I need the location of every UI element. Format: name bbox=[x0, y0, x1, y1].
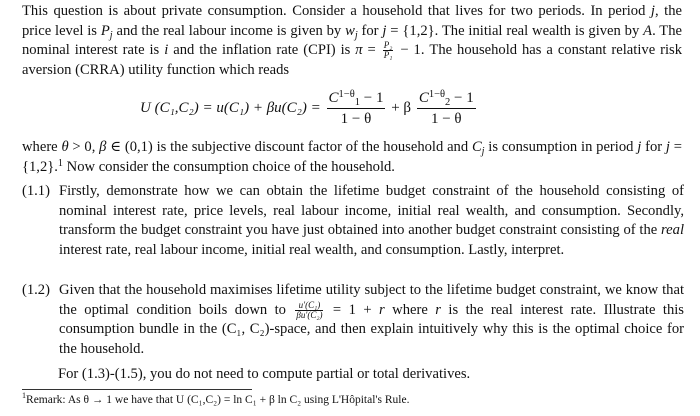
equation-lhs: U (C₁,C₂) = u(C₁) + βu(C₂) = bbox=[140, 99, 321, 116]
subscript: 2 bbox=[445, 97, 451, 108]
var-j: j bbox=[650, 3, 655, 19]
inflation-fraction bbox=[383, 41, 394, 60]
equation-fraction-1 bbox=[327, 88, 386, 129]
fraction-numerator: P₂ bbox=[383, 40, 393, 51]
item-text: where bbox=[384, 301, 436, 318]
exponent: 1−θ bbox=[338, 89, 355, 100]
sub-j: j bbox=[354, 29, 358, 41]
intro-text: for bbox=[357, 22, 383, 39]
paragraph-text: is consumption in period bbox=[484, 139, 638, 155]
item-number: (1.1) bbox=[22, 183, 50, 199]
item-text: interest rate, real labour income, initial real wealth, and consumption. Lastly, interpret. bbox=[59, 241, 565, 258]
var-r: r bbox=[435, 301, 441, 318]
sub-j: j bbox=[109, 29, 113, 41]
var-C: C bbox=[328, 90, 339, 106]
var-j: j bbox=[382, 22, 387, 39]
emphasis-real: real bbox=[661, 222, 684, 238]
footnote-text: Remark: As θ → 1 we have that U (C₁,C₂) = ln C₁ + β ln C₂ using L'Hôpital's Rule. bbox=[26, 394, 410, 406]
var-theta: θ bbox=[61, 139, 69, 155]
var-C: C bbox=[471, 139, 482, 155]
intro-text: , the price level is bbox=[22, 3, 682, 39]
fraction-numerator: u′(C₁) bbox=[295, 301, 323, 311]
intro-text: − 1. The household has a constant relative risk aversion (CRRA) utility function which reads bbox=[22, 42, 683, 78]
optimal-condition-fraction bbox=[295, 301, 323, 320]
var-A: A bbox=[643, 22, 653, 39]
var-j: j bbox=[637, 139, 642, 155]
intro-text: = {1,2}. The initial real wealth is given by bbox=[386, 22, 644, 39]
numerator-tail: − 1 bbox=[450, 90, 474, 106]
footnote-divider bbox=[22, 389, 252, 390]
note-1-3-to-1-5: For (1.3)-(1.5), you do not need to compute partial or total derivatives. bbox=[58, 366, 471, 382]
footnote bbox=[22, 393, 682, 407]
var-j: j bbox=[665, 139, 670, 155]
exponent: 1−θ bbox=[428, 89, 446, 100]
after-equation-paragraph bbox=[22, 138, 682, 177]
var-P: P bbox=[100, 22, 110, 39]
paragraph-text: > 0, bbox=[68, 139, 100, 155]
sub-j: j bbox=[481, 146, 485, 157]
fraction-denominator: 1 − θ bbox=[430, 111, 462, 127]
var-w: w bbox=[345, 22, 355, 39]
item-text: Firstly, demonstrate how we can obtain the lifetime budget constraint of the household consisting of nominal interest rate, price levels, real labour income, initial real wealth, and consumption. Secondly, transform the budget constraint you have just obtained into another budget constraint consisting of the bbox=[59, 183, 684, 238]
item-number: (1.2) bbox=[22, 282, 50, 298]
question-item-1-2 bbox=[22, 281, 684, 359]
plus-beta: + β bbox=[391, 99, 412, 116]
intro-text: and the real labour income is given by bbox=[112, 22, 346, 39]
footnote-marker: 1 bbox=[57, 157, 64, 169]
fraction-denominator: P₁ bbox=[383, 50, 393, 61]
fraction-denominator: 1 − θ bbox=[340, 111, 372, 127]
intro-text: . The nominal interest rate is bbox=[22, 22, 682, 58]
var-beta: β bbox=[99, 139, 107, 155]
fraction-numerator bbox=[417, 88, 476, 109]
fraction-denominator: βu′(C₂) bbox=[296, 309, 323, 320]
intro-text: = bbox=[362, 42, 381, 58]
question-item-1-1 bbox=[22, 182, 684, 260]
paragraph-text: = {1,2}. bbox=[22, 139, 682, 175]
item-text: = 1 + bbox=[325, 301, 380, 318]
paragraph-text: where bbox=[22, 139, 62, 155]
item-body bbox=[59, 281, 684, 359]
paragraph-text: for bbox=[641, 139, 666, 155]
intro-text: and the inflation rate (CPI) is bbox=[168, 42, 356, 58]
paragraph-text: ∈ (0,1) is the subjective discount factor of the household and bbox=[106, 139, 472, 155]
intro-paragraph bbox=[22, 2, 682, 80]
item-text: Given that the household maximises lifetime utility subject to the lifetime budget constraint, we know that the optimal condition boils down to bbox=[59, 282, 684, 318]
var-pi: π bbox=[355, 42, 363, 58]
equation-fraction-2 bbox=[417, 88, 476, 129]
var-C: C bbox=[418, 90, 429, 106]
item-text: is the real interest rate. Illustrate this consumption bundle in the (C₁, C₂)-space, and then explain intuitively why this is the optimal choice for the household. bbox=[59, 301, 684, 357]
fraction-numerator bbox=[327, 88, 386, 109]
subscript: 1 bbox=[354, 97, 360, 108]
var-i: i bbox=[164, 42, 169, 58]
intro-text: This question is about private consumption. Consider a household that lives for two periods. In period bbox=[22, 3, 651, 19]
var-r: r bbox=[379, 301, 385, 318]
utility-equation bbox=[140, 88, 620, 134]
footnote-number: 1 bbox=[22, 391, 27, 400]
numerator-tail: − 1 bbox=[360, 90, 384, 106]
paragraph-text: Now consider the consumption choice of the household. bbox=[63, 158, 395, 175]
item-body bbox=[59, 182, 684, 260]
